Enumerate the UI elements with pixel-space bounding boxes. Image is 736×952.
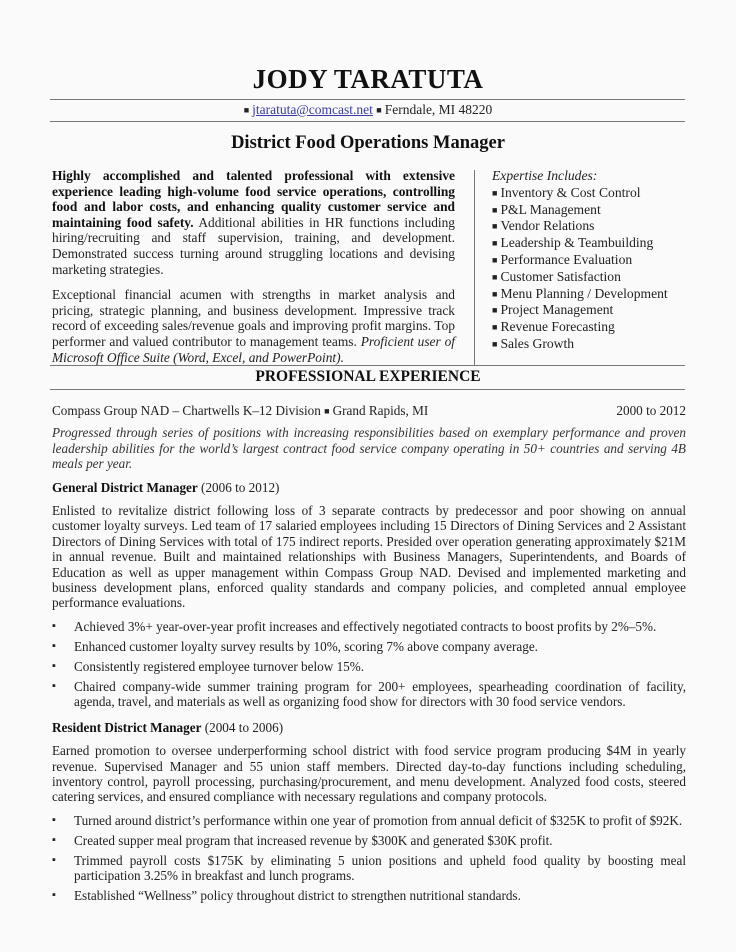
achievement-item: ▪ Turned around district’s performance within one year of promotion from annual deficit of $325K to profit of $92K. xyxy=(52,813,686,828)
square-bullet-icon: ■ xyxy=(376,105,382,115)
square-bullet-icon: ■ xyxy=(492,254,498,265)
role-description: Earned promotion to oversee underperforming school district with food service program producing $4M in yearly revenue. Supervised Manager and 55 union staff members. Directed day-to-day functions including scheduling, inventory control, payroll processing, purchasing/procurement, and menu development. Analyzed food costs, steered catering services, and ensured compliance with necessary regulations and company protocols. xyxy=(52,743,686,805)
expertise-list xyxy=(492,185,692,353)
expertise-item-label: P&L Management xyxy=(500,201,601,217)
square-bullet-icon: ■ xyxy=(243,105,250,115)
expertise-item xyxy=(492,302,692,319)
achievement-item: ▪ Established “Wellness” policy throughout district to strengthen nutritional standards. xyxy=(52,888,686,903)
section-title-experience: PROFESSIONAL EXPERIENCE xyxy=(255,368,481,385)
expertise-item xyxy=(492,319,692,336)
achievement-item: ▪ Consistently registered employee turnover below 15%. xyxy=(52,659,686,674)
expertise-item-label: Project Management xyxy=(500,302,614,318)
role-heading xyxy=(52,720,686,735)
expertise-item-label: Sales Growth xyxy=(500,335,575,351)
summary-section xyxy=(52,168,455,375)
role-title: General District Manager xyxy=(52,479,198,495)
expertise-label: Expertise Includes: xyxy=(492,168,598,183)
expertise-item xyxy=(492,202,692,219)
summary-p2-italic: Proficient user of Microsoft Office Suite (Word, Excel, and PowerPoint). xyxy=(52,333,455,365)
expertise-item xyxy=(492,235,692,252)
company-location: Grand Rapids, MI xyxy=(332,403,429,418)
expertise-item-label: Customer Satisfaction xyxy=(500,268,621,284)
summary-paragraph-1 xyxy=(52,168,455,277)
role-title: Resident District Manager xyxy=(52,719,202,735)
experience-rule-bottom xyxy=(50,389,685,390)
summary-bold-intro: Highly accomplished and talented professional with extensive experience leading high-volume food service operations, controlling food and labor costs, and enhancing quality customer service and maintaining food safety. xyxy=(52,168,455,230)
expertise-item-label: Revenue Forecasting xyxy=(500,319,615,335)
square-bullet-icon: ■ xyxy=(492,204,498,215)
experience-section xyxy=(52,403,686,914)
square-bullet-icon: ■ xyxy=(492,238,498,249)
experience-rule-top xyxy=(50,365,685,366)
expertise-item-label: Inventory & Cost Control xyxy=(500,184,641,200)
role-heading xyxy=(52,480,686,495)
expertise-item xyxy=(492,185,692,202)
expertise-item xyxy=(492,286,692,303)
company-row xyxy=(52,403,686,419)
square-bullet-icon: ■ xyxy=(492,187,498,198)
achievement-item: ▪ Enhanced customer loyalty survey results by 10%, scoring 7% above company average. xyxy=(52,639,686,654)
role-dates: (2004 to 2006) xyxy=(204,719,284,735)
summary-p2-text: Exceptional financial acumen with strengths in market analysis and pricing, strategic planning, and business development. Impressive track record of exceeding sales/revenue goals and improving profit margins. Top performer and valued contributor to management teams. xyxy=(52,287,455,349)
square-bullet-icon: ■ xyxy=(492,338,498,349)
email-link[interactable]: jtaratuta@comcast.net xyxy=(252,102,373,117)
square-bullet-icon: ■ xyxy=(492,288,498,299)
expertise-item-label: Performance Evaluation xyxy=(500,251,633,267)
header-rule-top xyxy=(50,99,685,100)
expertise-item-label: Menu Planning / Development xyxy=(500,285,668,301)
location-text: Ferndale, MI 48220 xyxy=(384,102,493,117)
expertise-item-label: Leadership & Teambuilding xyxy=(500,235,654,251)
contact-line xyxy=(0,102,736,118)
square-bullet-icon: ■ xyxy=(492,322,498,333)
square-bullet-icon: ■ xyxy=(492,305,498,316)
expertise-box xyxy=(492,168,692,353)
square-bullet-icon: ■ xyxy=(492,271,498,282)
square-bullet-icon: ■ xyxy=(324,406,330,416)
expertise-item xyxy=(492,336,692,353)
company-dates: 2000 to 2012 xyxy=(616,403,686,418)
achievement-item: ▪ Created supper meal program that increased revenue by $300K and generated $30K profit. xyxy=(52,833,686,848)
summary-paragraph-2 xyxy=(52,287,455,365)
header-rule-bottom xyxy=(50,121,685,122)
expertise-item xyxy=(492,269,692,286)
expertise-item xyxy=(492,252,692,269)
square-bullet-icon: ■ xyxy=(492,221,498,232)
candidate-name: JODY TARATUTA xyxy=(252,64,484,94)
achievement-item: ▪ Trimmed payroll costs $175K by eliminating 5 union positions and upheld food quality by boosting meal participation 3.25% in breakfast and lunch programs. xyxy=(52,853,686,884)
achievement-item: ▪ Achieved 3%+ year-over-year profit increases and effectively negotiated contracts to boost profits by 2%–5%. xyxy=(52,619,686,634)
role-description: Enlisted to revitalize district following loss of 3 separate contracts by predecessor and poor showing on annual customer loyalty surveys. Led team of 17 salaried employees including 15 Directors of Dining Services and 2 Assistant Directors of Dining Services with total of 175 indirect reports. Presided over operation generating approximately $21M in annual revenue. Built and maintained relationships with Business Managers, Superintendents, and Boards of Education as well as upper management within Compass Group NAD. Devised and implemented marketing and business development plans, enforced quality standards and company policies, and completed annual employee performance evaluations. xyxy=(52,503,686,611)
summary-p1-rest: Additional abilities in HR functions including hiring/recruiting and staff supervision, training, and development. Demonstrated success turning around struggling locations and devising marketing strategies. xyxy=(52,214,455,277)
achievement-item: ▪ Chaired company-wide summer training program for 200+ employees, spearheading coordination of facility, agenda, travel, and materials as well as organizing food show for directors with 30 food service vendors. xyxy=(52,679,686,710)
company-name: Compass Group NAD – Chartwells K–12 Division xyxy=(52,403,321,418)
expertise-item-label: Vendor Relations xyxy=(500,218,595,234)
headline-title: District Food Operations Manager xyxy=(231,133,505,153)
company-info xyxy=(52,403,428,419)
role-achievements xyxy=(52,813,686,904)
company-intro: Progressed through series of positions with increasing responsibilities based on exemplary performance and proven leadership abilities for the world’s largest contract food service company operating in 50+ countries and serving 4B meals per year. xyxy=(52,425,686,472)
summary-vertical-divider xyxy=(474,170,475,365)
role-achievements xyxy=(52,619,686,710)
expertise-item xyxy=(492,218,692,235)
role-dates: (2006 to 2012) xyxy=(201,479,280,495)
